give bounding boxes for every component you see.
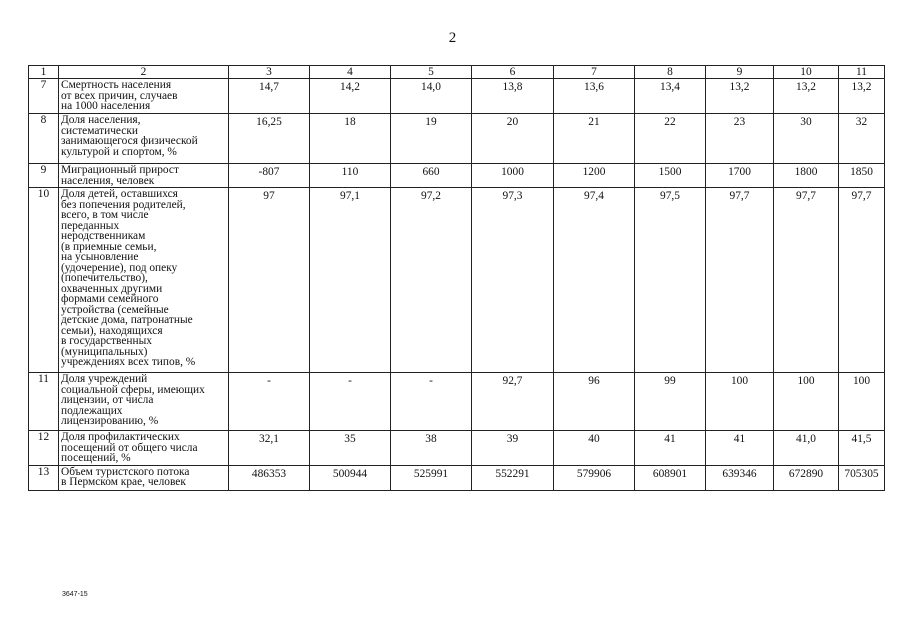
value-cell: -: [310, 373, 391, 431]
value-cell: 1000: [472, 164, 554, 188]
value-cell: 14,2: [310, 79, 391, 114]
table-row: [29, 373, 885, 431]
value-cell: 1200: [554, 164, 635, 188]
value-cell: 97,7: [706, 188, 774, 373]
header-cell: 9: [706, 66, 774, 79]
row-number: 13: [29, 465, 59, 490]
value-cell: 100: [706, 373, 774, 431]
value-cell: 18: [310, 114, 391, 164]
value-cell: 525991: [391, 465, 472, 490]
value-cell: 500944: [310, 465, 391, 490]
row-number: 8: [29, 114, 59, 164]
table-row: [29, 164, 885, 188]
value-cell: 97,4: [554, 188, 635, 373]
value-cell: 97,1: [310, 188, 391, 373]
value-cell: 39: [472, 431, 554, 466]
indicator-label: Доля населения, систематически занимающегося физической культурой и спортом, %: [59, 114, 229, 164]
value-cell: 579906: [554, 465, 635, 490]
indicator-label: Смертность населения от всех причин, случаев на 1000 населения: [59, 79, 229, 114]
value-cell: 22: [635, 114, 706, 164]
table-row: [29, 188, 885, 373]
value-cell: 92,7: [472, 373, 554, 431]
indicator-label: Доля детей, оставшихся без попечения родителей, всего, в том числе переданных неродственникам (в приемные семьи, на усыновление (удочерение), под опеку (попечительство), охваченных другими формами семейного устройства (семейные детские дома, патронатные семьи), находящихся в государственных (муниципальных) учреждениях всех типов, %: [59, 188, 229, 373]
value-cell: 13,4: [635, 79, 706, 114]
row-number: 10: [29, 188, 59, 373]
row-number: 11: [29, 373, 59, 431]
value-cell: 660: [391, 164, 472, 188]
value-cell: 1800: [774, 164, 839, 188]
value-cell: 1700: [706, 164, 774, 188]
header-cell: 1: [29, 66, 59, 79]
value-cell: 13,2: [706, 79, 774, 114]
value-cell: 13,8: [472, 79, 554, 114]
indicator-label: Доля профилактических посещений от общего числа посещений, %: [59, 431, 229, 466]
value-cell: 486353: [229, 465, 310, 490]
row-number: 7: [29, 79, 59, 114]
value-cell: 100: [774, 373, 839, 431]
value-cell: 38: [391, 431, 472, 466]
header-cell: 4: [310, 66, 391, 79]
table-header-row: [29, 66, 885, 79]
header-cell: 7: [554, 66, 635, 79]
value-cell: 20: [472, 114, 554, 164]
page-number: 2: [448, 30, 457, 46]
indicator-label: Доля учреждений социальной сферы, имеющих лицензии, от числа подлежащих лицензированию, %: [59, 373, 229, 431]
value-cell: 35: [310, 431, 391, 466]
value-cell: 13,2: [774, 79, 839, 114]
value-cell: 97,2: [391, 188, 472, 373]
value-cell: 1850: [839, 164, 885, 188]
indicator-label: Объем туристского потока в Пермском крае, человек: [59, 465, 229, 490]
value-cell: 97,7: [774, 188, 839, 373]
value-cell: 40: [554, 431, 635, 466]
value-cell: 110: [310, 164, 391, 188]
value-cell: 41: [635, 431, 706, 466]
indicator-label: Миграционный прирост населения, человек: [59, 164, 229, 188]
header-cell: 6: [472, 66, 554, 79]
value-cell: 30: [774, 114, 839, 164]
header-cell: 10: [774, 66, 839, 79]
table-row: [29, 114, 885, 164]
value-cell: -: [391, 373, 472, 431]
header-cell: 11: [839, 66, 885, 79]
value-cell: 41: [706, 431, 774, 466]
row-number: 9: [29, 164, 59, 188]
value-cell: 672890: [774, 465, 839, 490]
value-cell: 16,25: [229, 114, 310, 164]
value-cell: 608901: [635, 465, 706, 490]
value-cell: 13,2: [839, 79, 885, 114]
value-cell: 639346: [706, 465, 774, 490]
value-cell: 14,7: [229, 79, 310, 114]
value-cell: 97,7: [839, 188, 885, 373]
value-cell: 32: [839, 114, 885, 164]
value-cell: -807: [229, 164, 310, 188]
row-number: 12: [29, 431, 59, 466]
value-cell: 97: [229, 188, 310, 373]
value-cell: 705305: [839, 465, 885, 490]
value-cell: 100: [839, 373, 885, 431]
value-cell: 41,5: [839, 431, 885, 466]
document-code: 3647-15: [62, 591, 88, 598]
value-cell: 23: [706, 114, 774, 164]
header-cell: 8: [635, 66, 706, 79]
header-cell: 5: [391, 66, 472, 79]
header-cell: 2: [59, 66, 229, 79]
value-cell: -: [229, 373, 310, 431]
value-cell: 14,0: [391, 79, 472, 114]
value-cell: 13,6: [554, 79, 635, 114]
value-cell: 21: [554, 114, 635, 164]
header-cell: 3: [229, 66, 310, 79]
value-cell: 552291: [472, 465, 554, 490]
indicators-table: [28, 65, 885, 491]
value-cell: 41,0: [774, 431, 839, 466]
value-cell: 97,5: [635, 188, 706, 373]
value-cell: 32,1: [229, 431, 310, 466]
value-cell: 99: [635, 373, 706, 431]
value-cell: 96: [554, 373, 635, 431]
value-cell: 97,3: [472, 188, 554, 373]
table-row: [29, 79, 885, 114]
value-cell: 19: [391, 114, 472, 164]
table-row: [29, 465, 885, 490]
table-row: [29, 431, 885, 466]
value-cell: 1500: [635, 164, 706, 188]
